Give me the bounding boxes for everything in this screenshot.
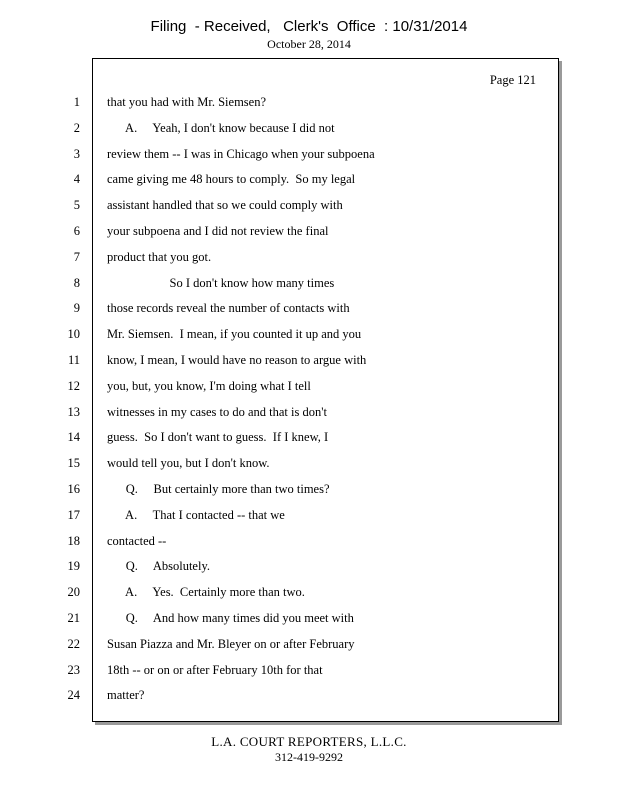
transcript-line: you, but, you know, I'm doing what I tell xyxy=(107,379,311,393)
line-number: 12 xyxy=(67,379,80,393)
line-number: 20 xyxy=(67,585,80,599)
line-number: 18 xyxy=(67,534,80,548)
line-number: 23 xyxy=(67,663,80,677)
transcript-line: Susan Piazza and Mr. Bleyer on or after February xyxy=(107,637,355,651)
transcript-line: Q. But certainly more than two times? xyxy=(107,482,330,496)
transcript-line: Mr. Siemsen. I mean, if you counted it up and you xyxy=(107,327,362,341)
line-number: 1 xyxy=(73,95,80,109)
line-number: 19 xyxy=(67,559,80,573)
transcript-line: A. Yeah, I don't know because I did not xyxy=(107,121,335,135)
line-number: 10 xyxy=(67,327,80,341)
court-reporter-name: L.A. COURT REPORTERS, L.L.C. xyxy=(211,734,407,749)
line-number: 13 xyxy=(67,405,80,419)
line-number: 7 xyxy=(73,250,80,264)
transcript-line: review them -- I was in Chicago when your subpoena xyxy=(107,147,375,161)
transcript-line: assistant handled that so we could comply with xyxy=(107,198,343,212)
transcript-line: Q. Absolutely. xyxy=(107,559,211,573)
transcript-line: those records reveal the number of contacts with xyxy=(107,301,350,315)
transcript-line: So I don't know how many times xyxy=(107,276,335,290)
transcript-line: know, I mean, I would have no reason to argue with xyxy=(107,353,367,367)
transcript-line: that you had with Mr. Siemsen? xyxy=(107,95,267,109)
transcript-line: would tell you, but I don't know. xyxy=(107,456,270,470)
transcript-line: contacted -- xyxy=(107,534,167,548)
transcript-line: your subpoena and I did not review the final xyxy=(107,224,329,238)
transcript-line: Q. And how many times did you meet with xyxy=(107,611,354,625)
transcript-line: guess. So I don't want to guess. If I knew, I xyxy=(107,430,329,444)
line-number: 2 xyxy=(73,121,80,135)
transcript-line: 18th -- or on or after February 10th for that xyxy=(107,663,323,677)
transcript-line: came giving me 48 hours to comply. So my legal xyxy=(107,172,356,186)
line-number: 15 xyxy=(67,456,80,470)
line-number: 9 xyxy=(73,301,80,315)
transcript-line: A. Yes. Certainly more than two. xyxy=(107,585,305,599)
line-number: 6 xyxy=(73,224,80,238)
line-number: 8 xyxy=(73,276,80,290)
line-number: 17 xyxy=(67,508,80,522)
deposition-date: October 28, 2014 xyxy=(267,37,351,51)
line-number: 24 xyxy=(67,688,80,702)
line-number: 14 xyxy=(67,430,80,444)
line-number: 22 xyxy=(67,637,80,651)
transcript-line: A. That I contacted -- that we xyxy=(107,508,285,522)
page-number: Page 121 xyxy=(489,73,536,87)
transcript-line: witnesses in my cases to do and that is don't xyxy=(107,405,327,419)
line-number: 21 xyxy=(67,611,80,625)
line-number: 11 xyxy=(67,353,80,367)
court-reporter-phone: 312-419-9292 xyxy=(275,750,343,764)
filing-stamp: Filing - Received, Clerk's Office : 10/31/2014 xyxy=(150,18,468,35)
transcript-line: matter? xyxy=(107,688,145,702)
transcript-line: product that you got. xyxy=(107,250,212,264)
line-number: 16 xyxy=(67,482,80,496)
line-number: 3 xyxy=(73,147,80,161)
line-number: 4 xyxy=(73,172,80,186)
line-number: 5 xyxy=(73,198,80,212)
